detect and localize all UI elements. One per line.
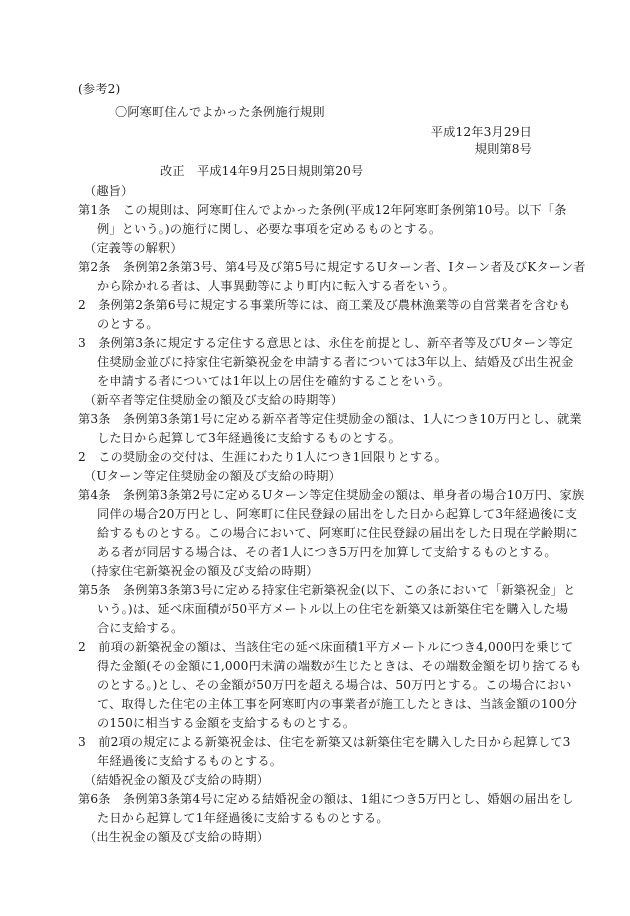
article-line: ある者が同居する場合は、その者1人につき5万円を加算して支給するものとする。 xyxy=(97,545,557,559)
article-line: 2 条例第2条第6号に規定する事業所等には、商工業及び農林漁業等の自営業者を含むも xyxy=(78,298,571,312)
section-heading: （趣旨） xyxy=(84,184,134,198)
document-title: 〇阿寒町住んでよかった条例施行規則 xyxy=(115,105,325,119)
article-line: から除かれる者は、人事異動等により町内に転入する者をいう。 xyxy=(97,279,455,293)
article-line: 第3条 条例第3条第1号に定める新卒者等定住奨励金の額は、1人につき10万円とし、就業 xyxy=(78,412,582,426)
article-line: 第4条 条例第3条第2号に定めるUターン等定住奨励金の額は、単身者の場合10万円、家族 xyxy=(78,488,585,502)
article-line: 3 条例第3条に規定する定住する意思とは、永住を前提とし、新卒者等及びUターン等定 xyxy=(78,336,573,350)
article-line: を申請する者については1年以上の居住を確約することをいう。 xyxy=(97,374,451,388)
revision-note: 改正 平成14年9月25日規則第20号 xyxy=(160,164,364,178)
article-line: 3 前2項の規定による新築祝金は、住宅を新築又は新築住宅を購入した日から起算して3 xyxy=(78,735,571,749)
enactment-date: 平成12年3月29日 xyxy=(430,125,532,139)
article-line: 給するものとする。この場合において、阿寒町に住民登録の届出をした日現在学齢期に xyxy=(97,526,578,540)
article-line: て、取得した住宅の主体工事を阿寒町内の事業者が施工したときは、当該金額の100分 xyxy=(97,697,577,711)
article-line: 第2条 条例第2条第3号、第4号及び第5号に規定するUターン者、Iターン者及びKターン者 xyxy=(78,260,586,274)
article-line: 同伴の場合20万円とし、阿寒町に住民登録の届出をした日から起算して3年経過後に支 xyxy=(97,507,578,521)
article-line: 2 前項の新築祝金の額は、当該住宅の延べ床面積1平方メートルにつき4,000円を乗じて xyxy=(78,640,574,654)
article-line: 住奨励金並びに持家住宅新築祝金を申請する者については3年以上、結婚及び出生祝金 xyxy=(97,355,574,369)
article-line: た日から起算して1年経過後に支給するものとする。 xyxy=(97,811,389,825)
section-heading: （Uターン等定住奨励金の額及び支給の時期） xyxy=(84,469,341,483)
article-line: のとする。 xyxy=(97,317,159,331)
section-heading: （持家住宅新築祝金の額及び支給の時期） xyxy=(84,564,319,578)
section-heading: （出生祝金の額及び支給の時期） xyxy=(84,830,270,844)
rule-number: 規則第8号 xyxy=(474,142,532,156)
reference-label: (参考2) xyxy=(78,82,121,96)
article-line: 合に支給する。 xyxy=(97,621,184,635)
article-line: 得た金額(その金額に1,000円未満の端数が生じたときは、その端数金額を切り捨てるも xyxy=(97,659,582,673)
article-line: 第5条 条例第3条第3号に定める持家住宅新築祝金(以下、この条において「新築祝金」と xyxy=(78,583,576,597)
section-heading: （結婚祝金の額及び支給の時期） xyxy=(84,773,270,787)
section-heading: （定義等の解釈） xyxy=(84,241,183,255)
article-line: 第1条 この規則は、阿寒町住んでよかった条例(平成12年阿寒町条例第10号。以下「条 xyxy=(78,203,567,217)
article-line: 第6条 条例第3条第4号に定める結婚祝金の額は、1組につき5万円とし、婚姻の届出をし xyxy=(78,792,574,806)
article-line: いう。)は、延べ床面積が50平方メートル以上の住宅を新築又は新築住宅を購入した場 xyxy=(97,602,569,616)
section-heading: （新卒者等定住奨励金の額及び支給の時期等） xyxy=(84,393,344,407)
article-line: の150に相当する金額を支給するものとする。 xyxy=(97,716,356,730)
article-line: 2 この奨励金の交付は、生涯にわたり1人につき1回限りとする。 xyxy=(78,450,447,464)
article-line: のとする。)とし、その金額が50万円を超える場合は、50万円とする。この場合におい xyxy=(97,678,572,692)
article-line: 年経過後に支給するものとする。 xyxy=(97,754,283,768)
article-line: した日から起算して3年経過後に支給するものとする。 xyxy=(97,431,402,445)
article-line: 例」という。)の施行に関し、必要な事項を定めるものとする。 xyxy=(97,222,442,236)
